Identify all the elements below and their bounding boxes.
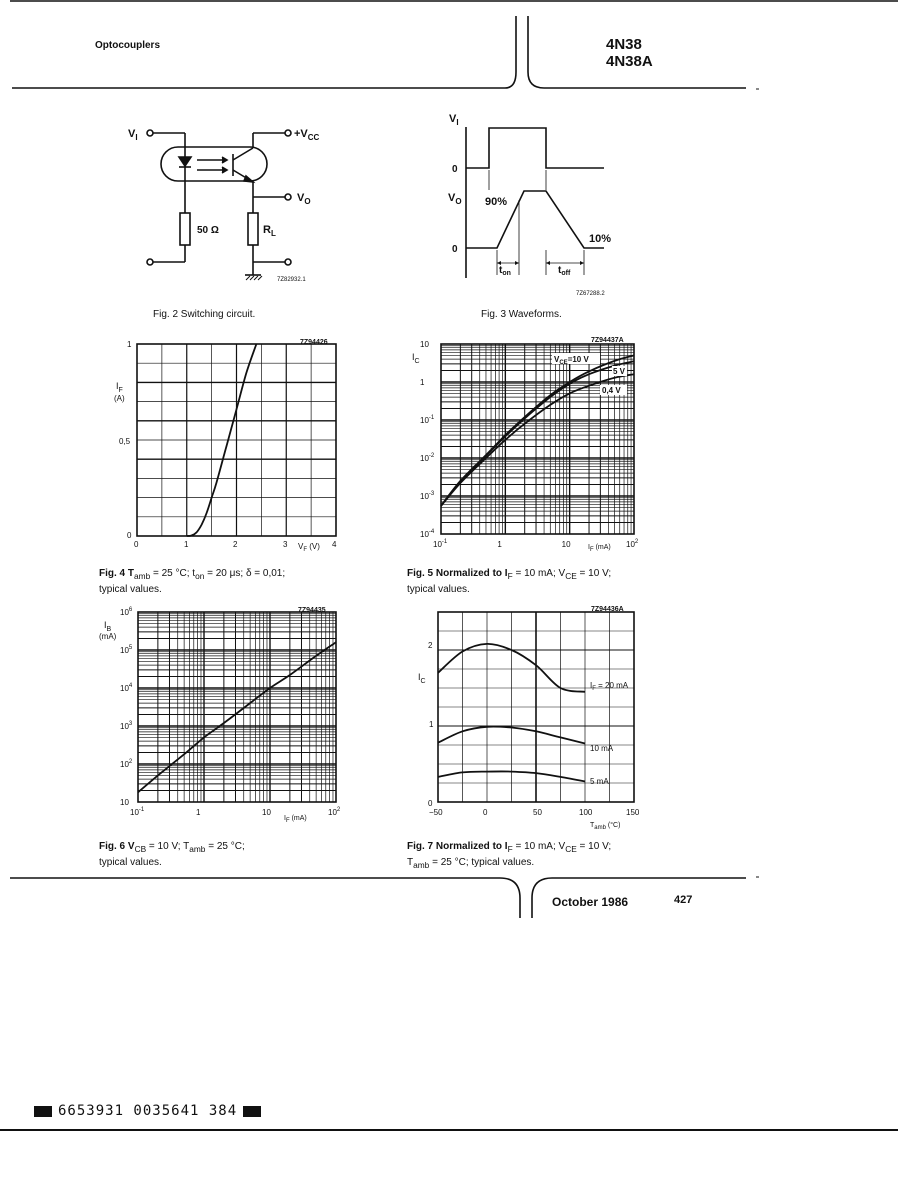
fig6-ytick-5: 10: [120, 798, 129, 807]
fig5-series-label-10v: $V_{CE}=10$ V: [554, 355, 589, 366]
fig7-series-label-20ma: $I_F = 20$ mA: [590, 681, 629, 692]
fig7-ylabel: $I_C$: [418, 672, 426, 685]
fig7-ytick-1: 1: [429, 720, 434, 729]
part-number-1: 4N38: [606, 36, 642, 53]
fig2-caption: Fig. 2 Switching circuit.: [153, 309, 256, 320]
fig3-caption: Fig. 3 Waveforms.: [481, 309, 562, 320]
fig2-resistor-label: 50 Ω: [197, 225, 219, 236]
fig5-ytick-2: $10^{-1}$: [420, 415, 435, 425]
fig5-ylabel: $I_C$: [412, 352, 420, 365]
fig6-code: 7Z94435: [298, 607, 326, 614]
fig3-ton-label: $t_{on}$: [499, 265, 511, 277]
fig4-xtick-4: 4: [332, 540, 337, 549]
fig7-series-label-5ma: 5 mA: [590, 777, 609, 786]
fig5-series-label-5v: 5 V: [613, 367, 626, 376]
fig5-xtick-0: $10^{-1}$: [433, 539, 448, 549]
fig6-ytick-3: $10^3$: [120, 721, 133, 731]
fig3-10-label: 10%: [589, 233, 612, 245]
fig4-xtick-3: 3: [283, 540, 288, 549]
fig3-vo-label: $V_O$: [448, 192, 462, 206]
fig5-ytick-1: 1: [420, 378, 425, 387]
fig4-code: 7Z94426: [300, 339, 328, 346]
fig7-xtick-50: 50: [533, 808, 542, 817]
fig2-vi-label: $V_I$: [128, 128, 138, 142]
fig4-xlabel: $V_F$ (V): [298, 542, 320, 553]
fig7-ytick-2: 2: [428, 641, 433, 650]
fig6-xtick-2: 10: [262, 808, 271, 817]
fig5-ytick-3: $10^{-2}$: [420, 453, 435, 463]
fig4-ylabel: $I_F$: [116, 381, 123, 394]
footer-date: October 1986: [552, 895, 629, 909]
fig7-ytick-0: 0: [428, 799, 433, 808]
fig2-rl-label: $R_L$: [263, 224, 276, 238]
fig3-zero-top: 0: [452, 164, 458, 175]
fig4-caption: Fig. 4 $T_{amb} = 25$ °C; $t_{on} = 20$ μs; δ = 0,01; typical values.: [99, 568, 286, 595]
fig7-xtick-150: 150: [626, 808, 640, 817]
fig4-xtick-1: 1: [184, 540, 189, 549]
fig7-xtick-m50: −50: [429, 808, 443, 817]
fig3-vi-label: $V_I$: [449, 113, 459, 127]
fig3-code: 7Z67288.2: [576, 291, 605, 297]
fig4-xtick-0: 0: [134, 540, 139, 549]
fig5-ytick-0: 10: [420, 340, 429, 349]
fig6-xlabel: IF (mA): [284, 815, 307, 824]
fig5-xlabel: IF (mA): [588, 544, 611, 553]
fig5-xtick-3: $10^2$: [626, 539, 639, 549]
fig6-ytick-2: $10^4$: [120, 683, 133, 693]
fig5-ytick-4: $10^{-3}$: [420, 491, 435, 501]
fig7-xtick-0: 0: [483, 808, 488, 817]
fig3-zero-bottom: 0: [452, 244, 458, 255]
fig3-90-label: 90%: [485, 196, 508, 208]
fig7-code: 7Z94436A: [591, 606, 624, 613]
footer-page-number: 427: [674, 894, 693, 906]
fig5-ytick-5: $10^{-4}$: [420, 529, 435, 539]
barcode-block-right: [243, 1106, 261, 1117]
fig6-ytick-0: $10^6$: [120, 607, 133, 617]
fig6-yunit: (mA): [99, 632, 117, 641]
fig2-vcc-label: $+V_{CC}$: [294, 128, 320, 142]
fig5-caption: Fig. 5 Normalized to $I_F = 10$ mA; $V_{CE} = 10$ V; typical values.: [407, 568, 612, 595]
fig5-code: 7Z94437A: [591, 337, 624, 344]
barcode-block-left: [34, 1106, 52, 1117]
barcode-number: 6653931 0035641 384: [58, 1103, 238, 1119]
fig6-xtick-3: $10^2$: [328, 807, 341, 817]
fig2-code: 7Z82932.1: [277, 277, 306, 283]
fig6-ylabel: $I_B$: [104, 620, 112, 633]
fig5-series-label-04v: 0,4 V: [602, 386, 621, 395]
part-number-2: 4N38A: [606, 53, 653, 70]
fig6-caption: Fig. 6 $V_{CB} = 10$ V; $T_{amb} = 25$ °C; typical values.: [99, 841, 245, 868]
barcode: [28, 1103, 267, 1119]
fig7-xtick-100: 100: [579, 808, 593, 817]
fig4-ytick-05: 0,5: [119, 437, 131, 446]
fig4-ytick-1: 1: [127, 340, 132, 349]
fig7-xlabel: Tamb (°C): [590, 822, 621, 831]
section-title: Optocouplers: [95, 40, 161, 51]
fig2-vo-label: $V_O$: [297, 192, 311, 206]
fig6-ytick-1: $10^5$: [120, 645, 133, 655]
fig5-xtick-2: 10: [561, 540, 571, 549]
fig3-toff-label: $t_{off}$: [558, 265, 571, 277]
fig5-xtick-1: 1: [497, 540, 502, 549]
fig6-xtick-1: 1: [196, 808, 201, 817]
fig7-caption: Fig. 7 Normalized to $I_F = 10$ mA; $V_{CE} = 10$ V; $T_{amb} = 25$ °C; typical values.: [407, 841, 612, 870]
fig4-ytick-0: 0: [127, 531, 132, 540]
fig6-ytick-4: $10^2$: [120, 759, 133, 769]
fig6-xtick-0: $10^{-1}$: [130, 807, 145, 817]
fig4-yunit: (A): [114, 394, 125, 403]
fig7-series-label-10ma: 10 mA: [590, 744, 614, 753]
fig4-xtick-2: 2: [233, 540, 238, 549]
